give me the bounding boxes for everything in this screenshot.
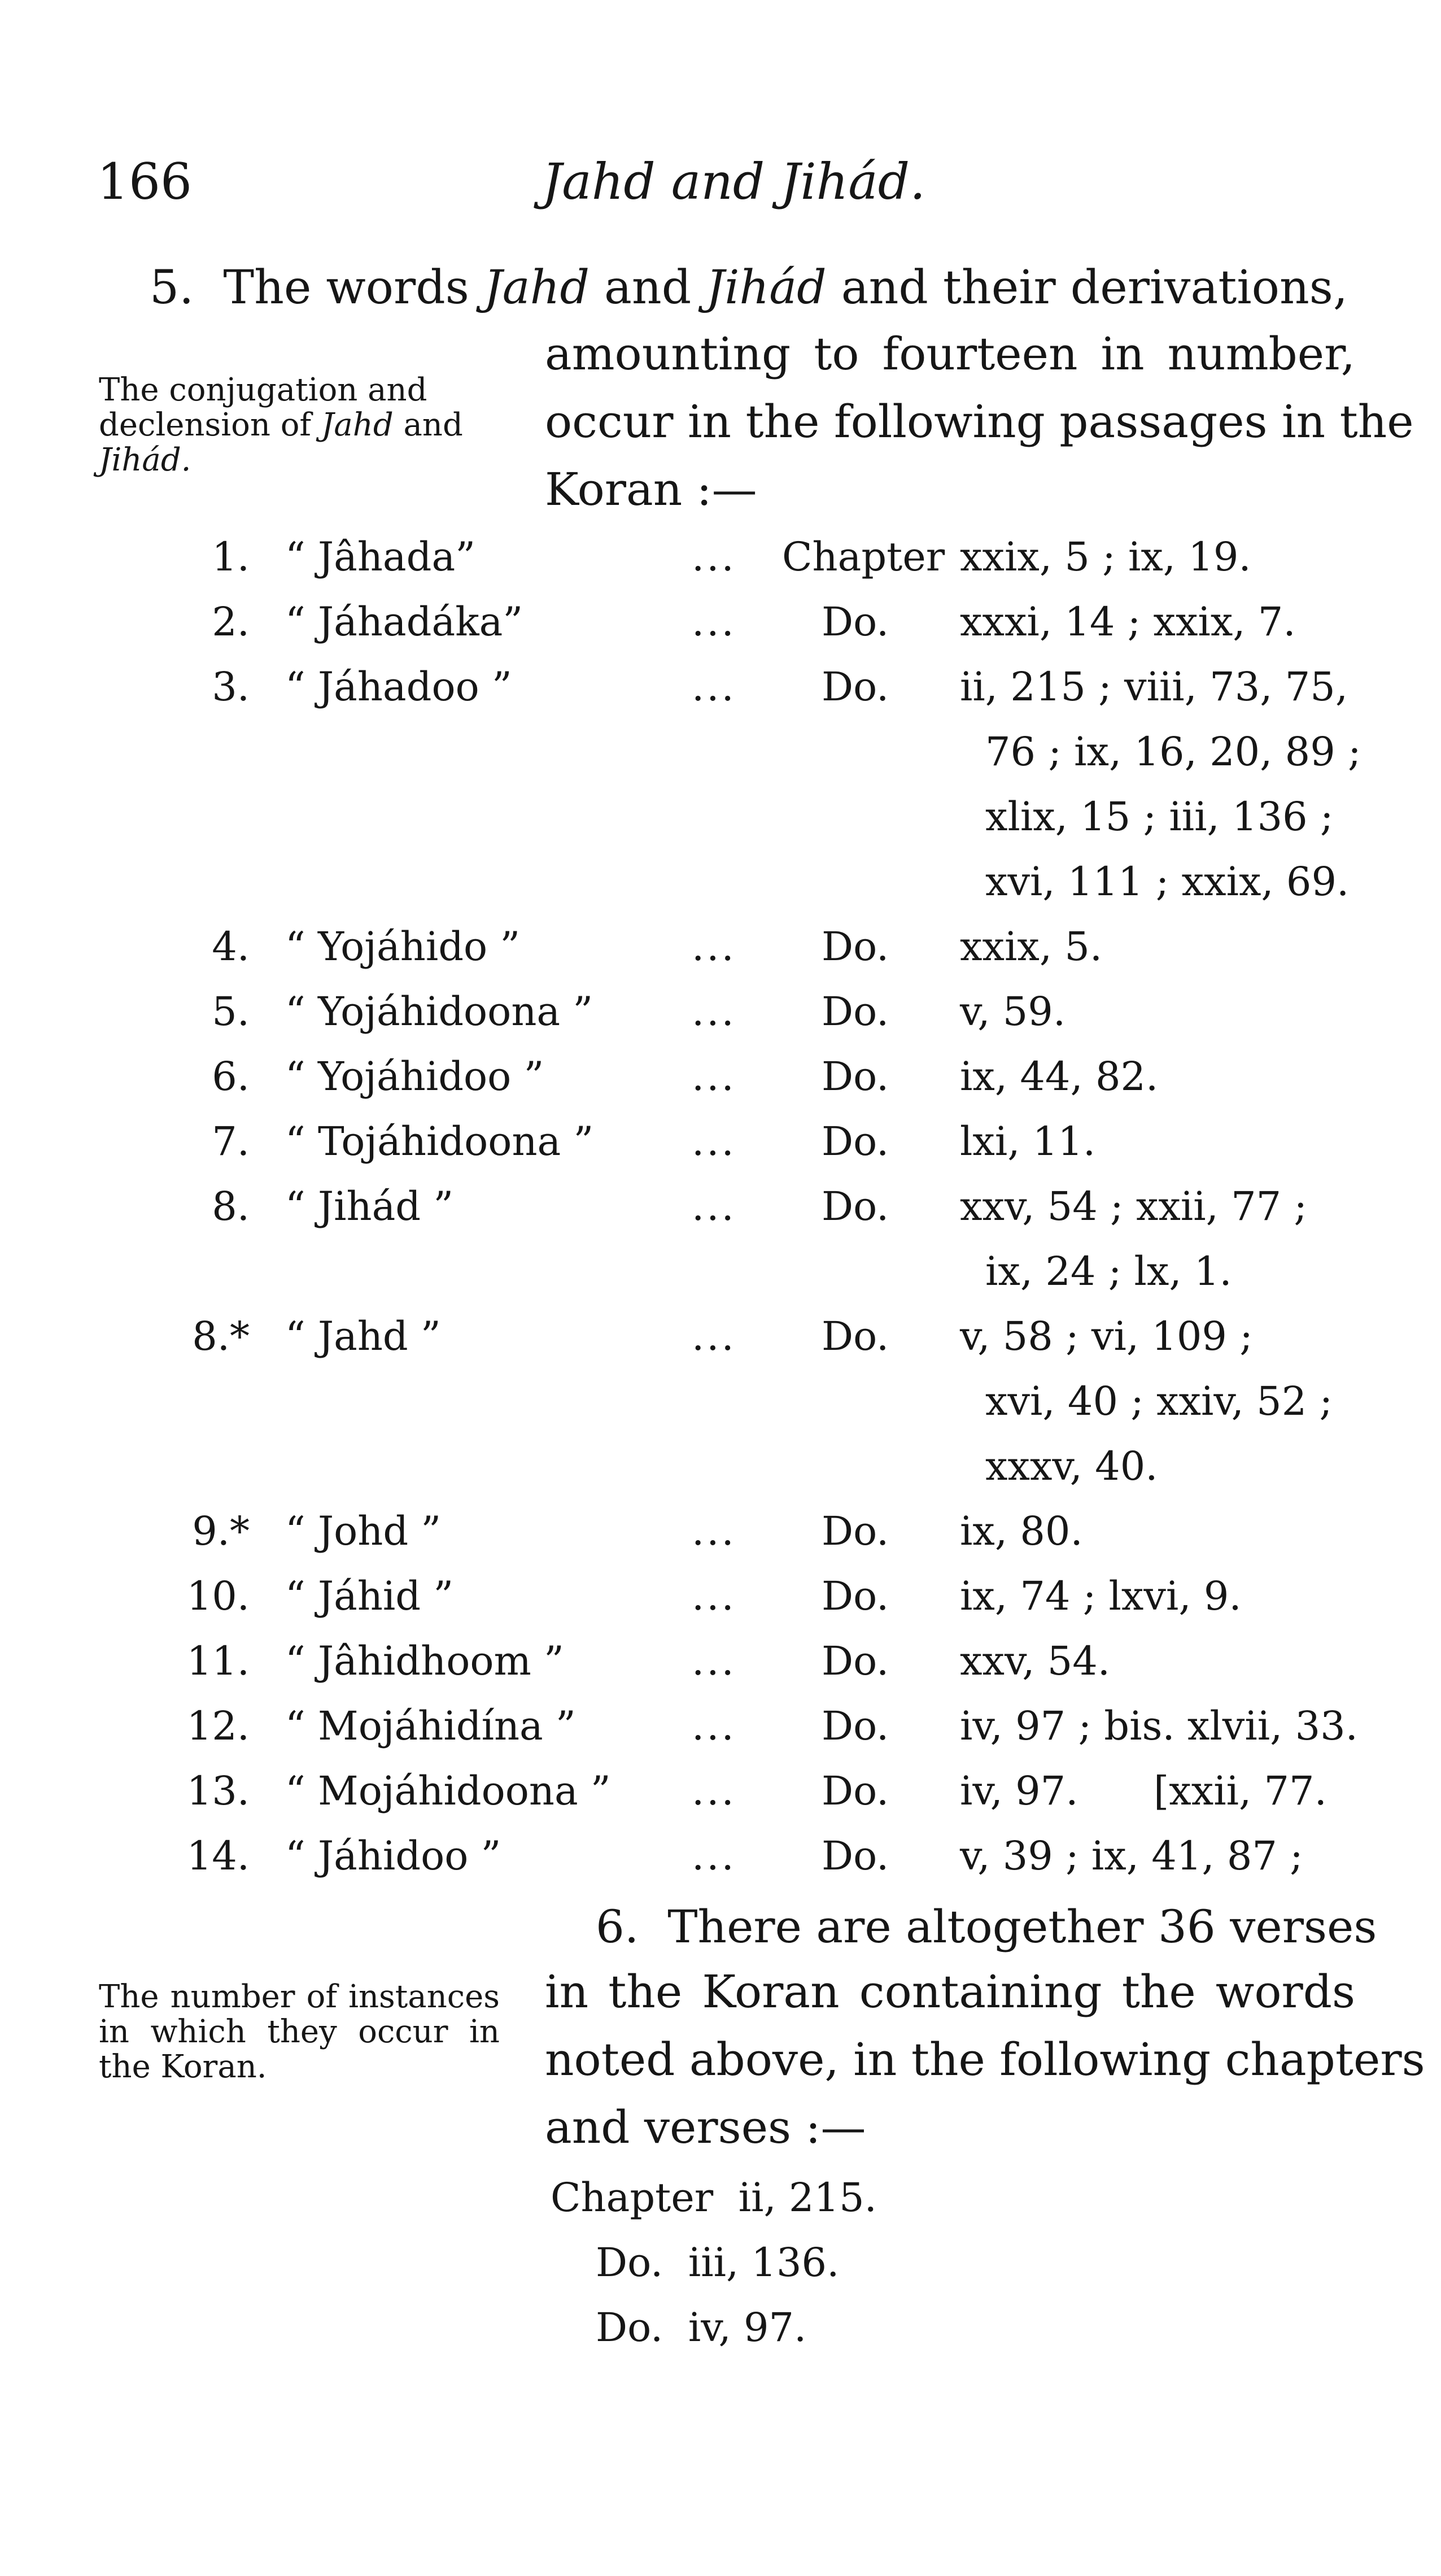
table-row (0, 1638, 1441, 1700)
row-number: 5. (212, 988, 250, 1035)
row-chapter: Chapter (782, 534, 945, 580)
row-term: “ Jáhid ” (285, 1573, 454, 1619)
row-chapter: Do. (822, 923, 889, 970)
verse-label: Chapter (551, 2174, 714, 2221)
sidenote-term-jahd: Jahd (321, 407, 394, 443)
row-refs: v, 39 ; ix, 41, 87 ; (960, 1833, 1303, 1879)
row-number: 11. (186, 1638, 250, 1684)
row-term: “ Jâhidhoom ” (285, 1638, 564, 1684)
verse-label: Do. (596, 2304, 663, 2351)
row-number: 4. (212, 923, 250, 970)
row-number: 13. (186, 1768, 250, 1814)
section6-line2: in the Koran containing the words (545, 1965, 1355, 2018)
section5-line4: Koran :— (545, 463, 757, 516)
row-refs: xxix, 5 ; ix, 19. (960, 534, 1251, 580)
row-number: 12. (186, 1703, 250, 1749)
section5-line3: occur in the following passages in the (545, 395, 1414, 448)
row-term: “ Jáhadáka” (285, 599, 523, 645)
term-jihad: Jihád (706, 261, 827, 315)
table-row (0, 1118, 1441, 1180)
row-refs: ix, 74 ; lxvi, 9. (960, 1573, 1242, 1619)
sidenote-conjugation (99, 373, 505, 478)
row-refs: iv, 97 ; bis. xlvii, 33. (960, 1703, 1358, 1749)
row-refs-continued: ix, 24 ; lx, 1. (985, 1248, 1232, 1294)
row-refs: v, 59. (960, 988, 1066, 1035)
row-number: 6. (212, 1053, 250, 1100)
table-row (0, 664, 1441, 726)
row-term: “ Mojáhidoona ” (285, 1768, 611, 1814)
row-chapter: Do. (822, 1053, 889, 1100)
running-title: Jahd and Jihád. (542, 152, 926, 211)
table-row (0, 988, 1441, 1051)
row-refs: v, 58 ; vi, 109 ; (960, 1313, 1253, 1359)
row-leader: ... (692, 599, 736, 645)
row-term: “ Mojáhidína ” (285, 1703, 576, 1749)
table-row (0, 1703, 1441, 1765)
verse-line (596, 2239, 839, 2286)
row-chapter: Do. (822, 1833, 889, 1879)
row-chapter: Do. (822, 599, 889, 645)
row-term: “ Jahd ” (285, 1313, 441, 1359)
row-term: “ Jáhidoo ” (285, 1833, 501, 1879)
row-number: 14. (186, 1833, 250, 1879)
row-term: “ Jáhadoo ” (285, 664, 512, 710)
row-chapter: Do. (822, 1118, 889, 1165)
row-term: “ Johd ” (285, 1508, 442, 1554)
row-term: “ Yojáhidoona ” (285, 988, 593, 1035)
row-refs-continued: xxxv, 40. (985, 1443, 1158, 1489)
row-leader: ... (692, 1183, 736, 1230)
row-term: “ Jihád ” (285, 1183, 454, 1230)
row-leader: ... (692, 1833, 736, 1879)
section5-number: 5. (150, 261, 194, 315)
row-number: 8. (212, 1183, 250, 1230)
row-refs: xxxi, 14 ; xxix, 7. (960, 599, 1296, 645)
row-chapter: Do. (822, 988, 889, 1035)
row-chapter: Do. (822, 1573, 889, 1619)
table-row (0, 923, 1441, 986)
row-number: 7. (212, 1118, 250, 1165)
row-term: “ Tojáhidoona ” (285, 1118, 594, 1165)
table-row (0, 1573, 1441, 1635)
verse-label: Do. (596, 2239, 663, 2286)
table-row (0, 1768, 1441, 1830)
row-leader: ... (692, 1053, 736, 1100)
table-row (0, 534, 1441, 596)
row-refs: ix, 44, 82. (960, 1053, 1159, 1100)
row-refs-continued: xlix, 15 ; iii, 136 ; (985, 794, 1334, 840)
row-refs-continued: 76 ; ix, 16, 20, 89 ; (985, 729, 1361, 775)
row-number: 2. (212, 599, 250, 645)
row-refs: lxi, 11. (960, 1118, 1096, 1165)
sidenote-text: The conjugation and declension of (99, 372, 427, 443)
row-refs: xxix, 5. (960, 923, 1103, 970)
row-refs: xxv, 54 ; xxii, 77 ; (960, 1183, 1307, 1230)
section5-tail: and their derivations, (841, 261, 1348, 315)
row-chapter: Do. (822, 1638, 889, 1684)
section6-line4: and verses :— (545, 2101, 866, 2154)
section5-lead: The words (223, 261, 469, 315)
section5-and: and (604, 261, 692, 315)
table-row (0, 1508, 1441, 1570)
section6-line1: 6. There are altogether 36 verses (596, 1901, 1377, 1953)
row-refs: xxv, 54. (960, 1638, 1111, 1684)
row-refs: ix, 80. (960, 1508, 1083, 1554)
row-chapter: Do. (822, 664, 889, 710)
row-refs-continued: xvi, 111 ; xxix, 69. (985, 858, 1350, 905)
verse-refs: ii, 215. (738, 2174, 877, 2221)
page-number: 166 (97, 152, 192, 211)
table-row (0, 1313, 1441, 1375)
row-leader: ... (692, 664, 736, 710)
row-chapter: Do. (822, 1768, 889, 1814)
row-leader: ... (692, 988, 736, 1035)
table-row (0, 1183, 1441, 1245)
verse-line (551, 2174, 877, 2221)
row-chapter: Do. (822, 1183, 889, 1230)
row-number: 3. (212, 664, 250, 710)
row-leader: ... (692, 1768, 736, 1814)
row-leader: ... (692, 534, 736, 580)
row-term: “ Jâhada” (285, 534, 475, 580)
section5-line1 (150, 261, 1355, 315)
row-refs: iv, 97. [xxii, 77. (960, 1768, 1327, 1814)
row-leader: ... (692, 1313, 736, 1359)
row-refs-continued: xvi, 40 ; xxiv, 52 ; (985, 1378, 1333, 1424)
row-number: 10. (186, 1573, 250, 1619)
verse-refs: iii, 136. (688, 2239, 840, 2286)
row-chapter: Do. (822, 1508, 889, 1554)
section5-line2: amounting to fourteen in number, (545, 328, 1355, 380)
verse-refs: iv, 97. (688, 2304, 807, 2351)
table-row (0, 1053, 1441, 1115)
row-number: 9.* (192, 1508, 250, 1554)
row-leader: ... (692, 923, 736, 970)
verse-line (596, 2304, 806, 2351)
table-row (0, 1833, 1441, 1895)
sidenote-and: and (403, 407, 463, 443)
sidenote-instances: The number of instances in which they occur in the Koran. (99, 1978, 500, 2085)
table-row (0, 599, 1441, 661)
row-leader: ... (692, 1703, 736, 1749)
term-jahd: Jahd (483, 261, 590, 315)
row-chapter: Do. (822, 1313, 889, 1359)
section6-line3: noted above, in the following chapters (545, 2033, 1425, 2086)
row-number: 8.* (192, 1313, 250, 1359)
sidenote-term-jihad: Jihád. (99, 442, 191, 478)
row-chapter: Do. (822, 1703, 889, 1749)
row-term: “ Yojáhidoo ” (285, 1053, 544, 1100)
row-number: 1. (212, 534, 250, 580)
row-leader: ... (692, 1573, 736, 1619)
row-leader: ... (692, 1638, 736, 1684)
row-leader: ... (692, 1508, 736, 1554)
row-term: “ Yojáhido ” (285, 923, 521, 970)
row-leader: ... (692, 1118, 736, 1165)
row-refs: ii, 215 ; viii, 73, 75, (960, 664, 1348, 710)
